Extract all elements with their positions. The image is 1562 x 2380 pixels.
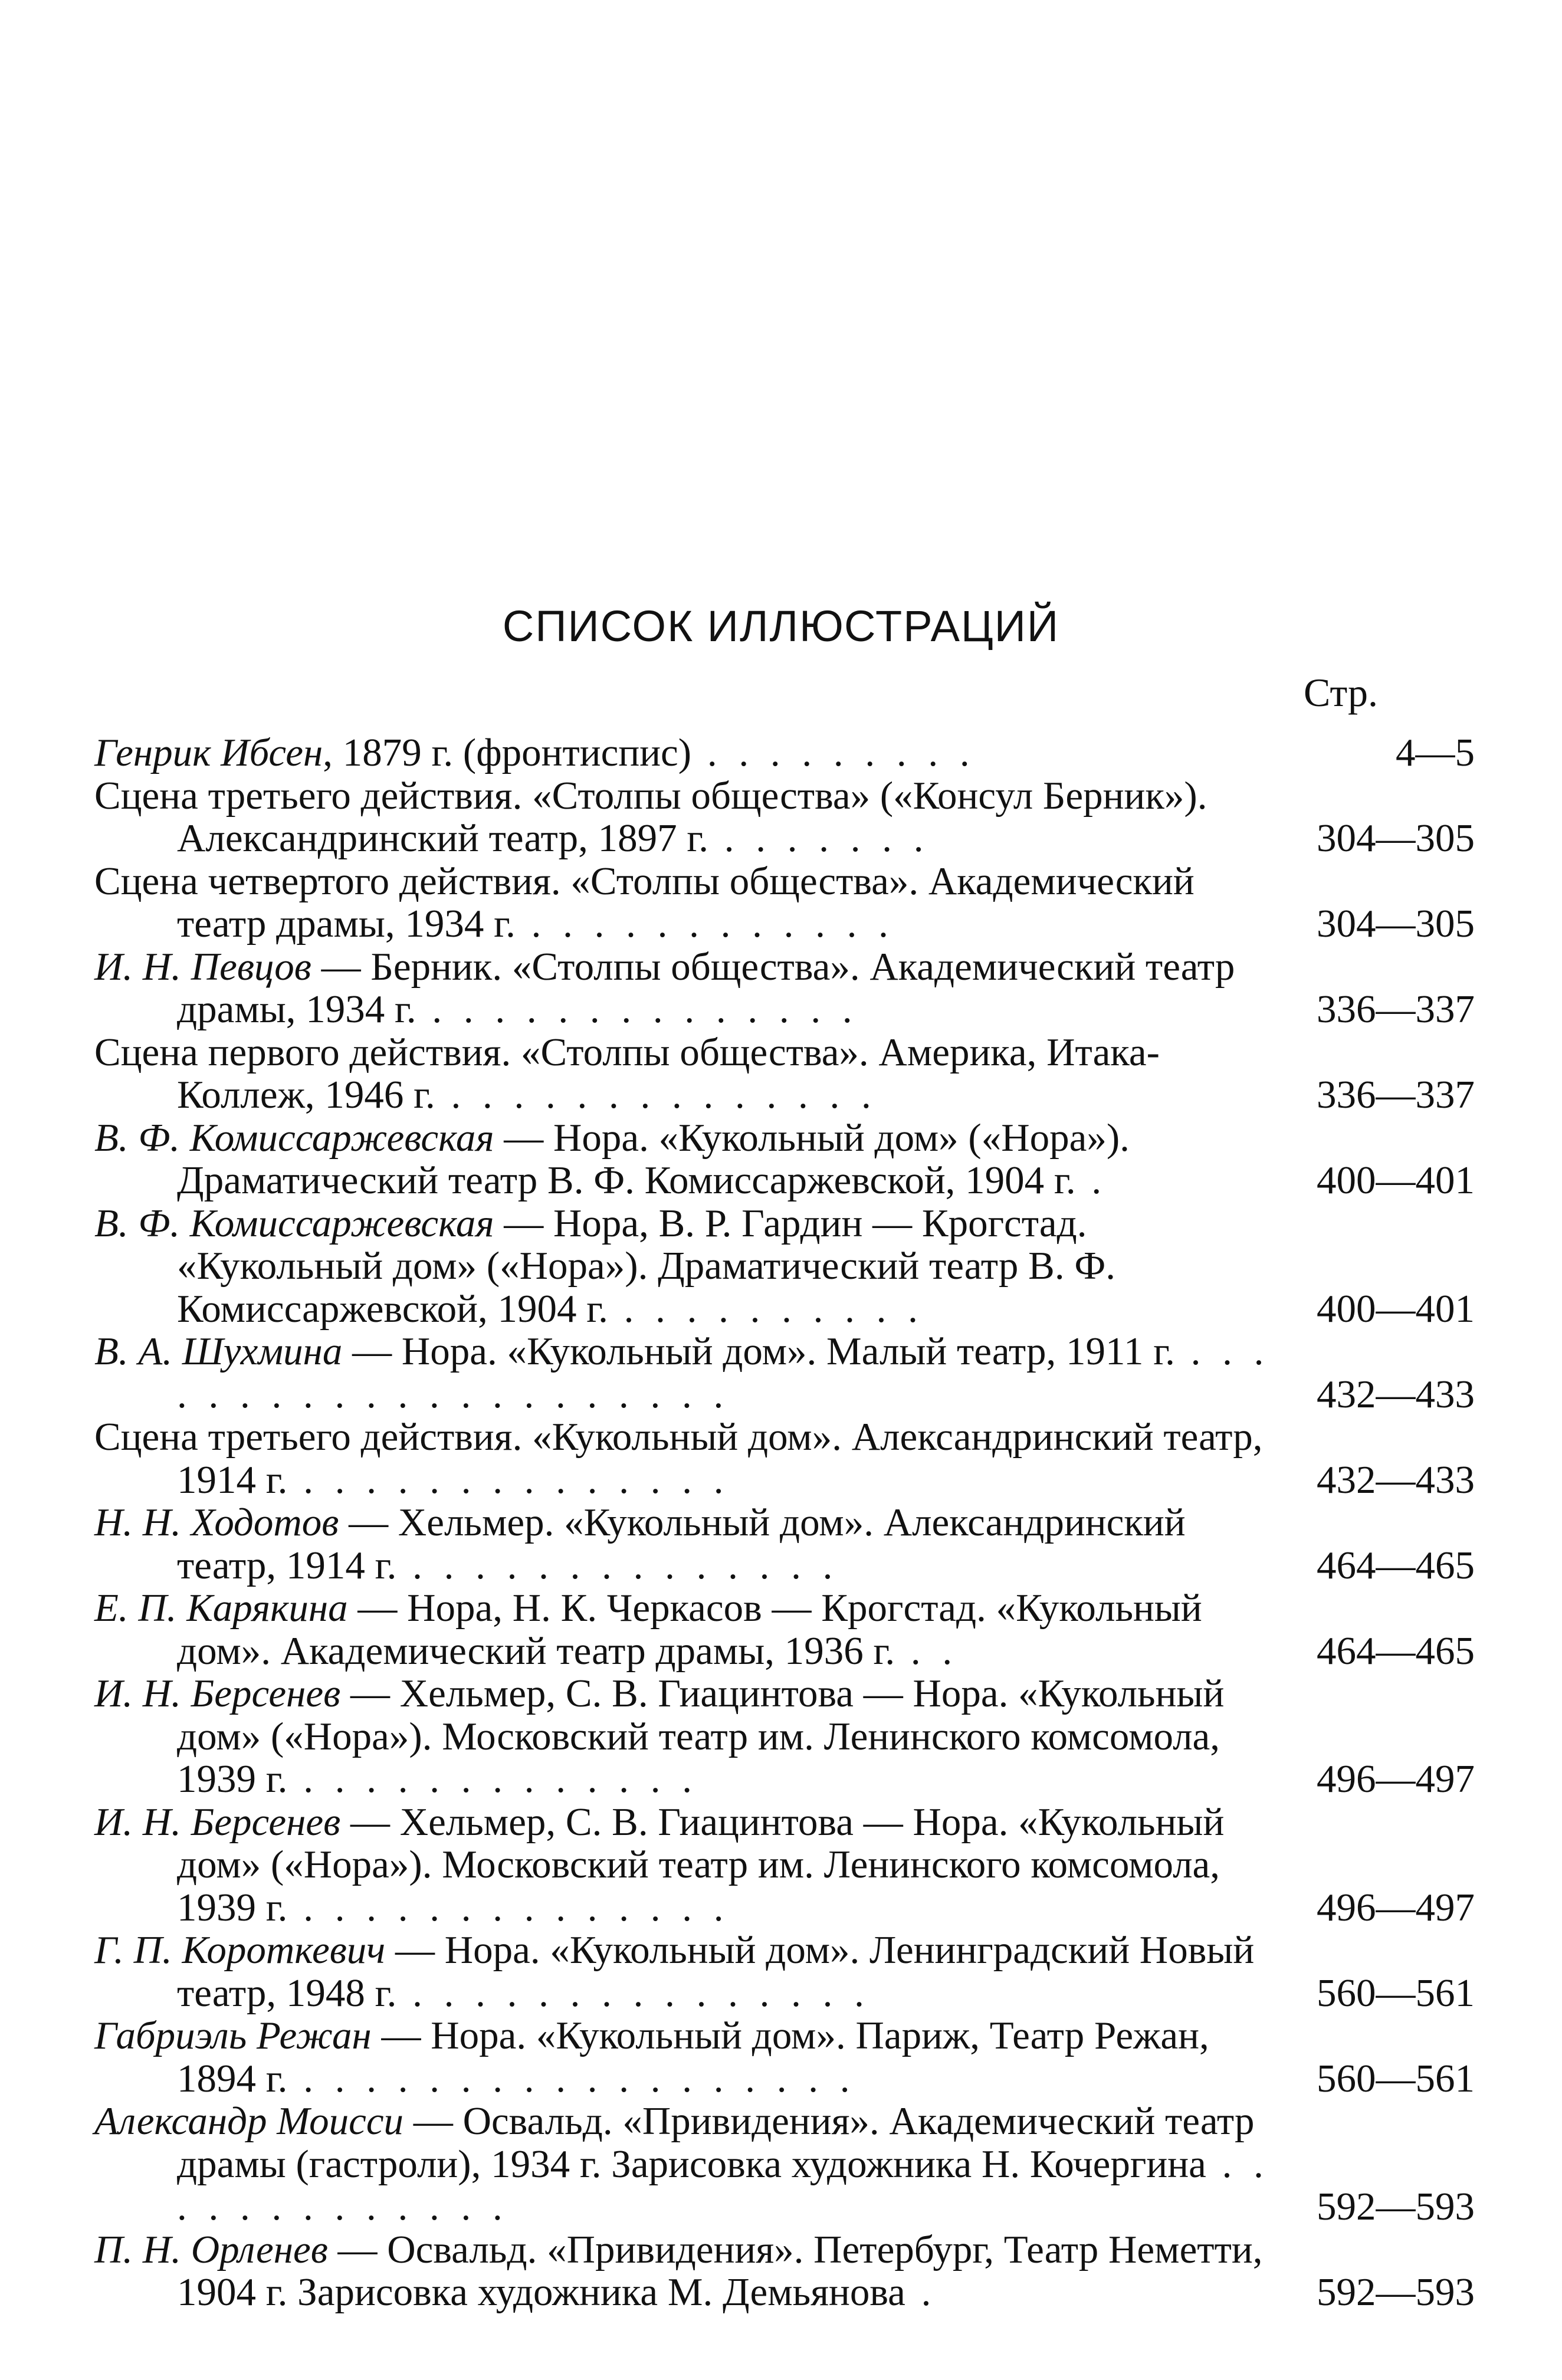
entry-text: — Нора, В. Р. Гардин — Крогстад. «Кукольный дом» («Нора»). Драматический театр В. Ф. Комиссаржевской, 1904 г.	[177, 1201, 1116, 1331]
entry-text: — Хельмер. «Кукольный дом». Александринский театр, 1914 г.	[177, 1501, 1186, 1587]
page-number: 4—5	[1396, 731, 1475, 774]
page-number: 400—401	[1317, 1286, 1475, 1331]
entry-text: — Хельмер, С. В. Гиацинтова — Нора. «Кукольный дом» («Нора»). Московский театр им. Ленинского комсомола, 1939 г.	[177, 1800, 1225, 1929]
list-item	[94, 1587, 1475, 1672]
entry-name: В. Ф. Комиссаржевская	[94, 1201, 494, 1245]
entry-text: — Берник. «Столпы общества». Академический театр драмы, 1934 г.	[177, 944, 1235, 1031]
entry-name: Н. Н. Ходотов	[94, 1501, 339, 1544]
entry-text: , 1879 г. (фронтиспис)	[323, 731, 692, 774]
list-item	[94, 2014, 1475, 2100]
leader-dots: . . . . . . . . . . . . .	[177, 2142, 1269, 2228]
entry-name: П. Н. Орленев	[94, 2227, 328, 2271]
entry-text: — Освальд. «Привидения». Петербург, Театр Неметти, 1904 г. Зарисовка художника М. Демьянова	[177, 2227, 1263, 2314]
page-number: 496—497	[1317, 1885, 1475, 1929]
leader-dots: . . . . . . . . . . . . . .	[287, 1885, 730, 1929]
page-number: 432—433	[1317, 1457, 1475, 1502]
entry-name: Габриэль Режан	[94, 2014, 372, 2057]
list-item	[94, 1031, 1475, 1117]
leader-dots: . . . . . . . . . .	[608, 1286, 924, 1331]
list-item	[94, 1672, 1475, 1801]
entry-text: — Хельмер, С. В. Гиацинтова — Нора. «Кукольный дом» («Нора»). Московский театр им. Ленинского комсомола, 1939 г.	[177, 1672, 1225, 1801]
list-item	[94, 1416, 1475, 1501]
list-item	[94, 1202, 1475, 1331]
list-item	[94, 1929, 1475, 2014]
page-number: 560—561	[1317, 2056, 1475, 2100]
leader-dots: . .	[895, 1629, 959, 1673]
leader-dots: . . . . . . . . . . . . . .	[435, 1073, 877, 1117]
page-number: 304—305	[1317, 816, 1475, 860]
entry-text: — Нора. «Кукольный дом». Париж, Театр Режан, 1894 г.	[177, 2014, 1209, 2100]
page-number: 592—593	[1317, 2270, 1475, 2314]
entry-text: — Освальд. «Привидения». Академический театр драмы (гастроли), 1934 г. Зарисовка художника Н. Кочергина	[177, 2099, 1255, 2186]
entry-name: И. Н. Берсенев	[94, 1800, 341, 1844]
page-number: 336—337	[1317, 1073, 1475, 1117]
page-number: 432—433	[1317, 1372, 1475, 1416]
page-title: СПИСОК ИЛЛЮСТРАЦИЙ	[502, 602, 1060, 651]
leader-dots: . . . . . . . . . . . . . .	[416, 987, 858, 1031]
list-item	[94, 1117, 1475, 1202]
entry-name: В. А. Шухмина	[94, 1329, 343, 1373]
leader-dots: . . . . . . . . . . . . .	[287, 1757, 698, 1801]
entry-name: Александр Моисси	[94, 2099, 404, 2143]
list-item	[94, 1330, 1475, 1416]
leader-dots: . . . . . . .	[708, 816, 930, 860]
list-item	[94, 731, 1475, 774]
entry-text: Сцена третьего действия. «Кукольный дом». Александринский театр, 1914 г.	[94, 1415, 1263, 1502]
entry-name: И. Н. Берсенев	[94, 1672, 341, 1715]
page-number: 464—465	[1317, 1543, 1475, 1587]
entry-name: В. Ф. Комиссаржевская	[94, 1115, 494, 1160]
list-item	[94, 774, 1475, 860]
leader-dots: . . . . . . . . . . . . . .	[287, 1457, 730, 1502]
page-number: 560—561	[1317, 1971, 1475, 2015]
leader-dots: . . . . . . . . . . . . . . . . . . . . .	[177, 1329, 1270, 1416]
page-number: 304—305	[1317, 902, 1475, 946]
entry-name: Г. П. Короткевич	[94, 1928, 386, 1972]
entry-text: — Нора, Н. К. Черкасов — Крогстад. «Кукольный дом». Академический театр драмы, 1936 г.	[177, 1586, 1202, 1673]
entry-text: — Нора. «Кукольный дом». Малый театр, 1911 г.	[342, 1329, 1175, 1373]
page-number: 400—401	[1317, 1158, 1475, 1202]
leader-dots: . . . . . . . . . . . .	[515, 902, 894, 946]
entry-text: Сцена четвертого действия. «Столпы общества». Академический театр драмы, 1934 г.	[94, 859, 1195, 946]
page-number: 496—497	[1317, 1757, 1475, 1801]
illustration-list	[94, 731, 1475, 2314]
entry-text: — Нора. «Кукольный дом» («Нора»). Драматический театр В. Ф. Комиссаржевской, 1904 г.	[177, 1115, 1130, 1202]
leader-dots: . . . . . . . . . . . . . . .	[396, 1971, 870, 2015]
leader-dots: . . . . . . . . . . . . . . . . . .	[287, 2056, 856, 2100]
list-item	[94, 2228, 1475, 2314]
list-item	[94, 1801, 1475, 1929]
page-number: 336—337	[1317, 987, 1475, 1031]
page-number: 464—465	[1317, 1629, 1475, 1673]
entry-text: Сцена первого действия. «Столпы общества». Америка, Итака-Коллеж, 1946 г.	[94, 1030, 1160, 1117]
leader-dots: .	[1075, 1158, 1108, 1202]
page-number: 592—593	[1317, 2185, 1475, 2228]
entry-text: — Нора. «Кукольный дом». Ленинградский Новый театр, 1948 г.	[177, 1928, 1255, 2015]
leader-dots: . . . . . . . . . . . . . .	[396, 1543, 839, 1587]
entry-name: И. Н. Певцов	[94, 944, 311, 989]
page-column-header: Стр.	[1304, 670, 1379, 715]
entry-name: Генрик Ибсен	[94, 731, 323, 774]
list-item	[94, 2100, 1475, 2228]
list-item	[94, 946, 1475, 1031]
entry-name: Е. П. Карякина	[94, 1586, 348, 1630]
entry-text: Сцена третьего действия. «Столпы общества» («Консул Берник»). Александринский театр, 1897 г.	[94, 773, 1207, 860]
leader-dots: .	[905, 2270, 937, 2314]
list-item	[94, 1501, 1475, 1587]
leader-dots: . . . . . . . . .	[691, 731, 976, 774]
list-item	[94, 860, 1475, 946]
